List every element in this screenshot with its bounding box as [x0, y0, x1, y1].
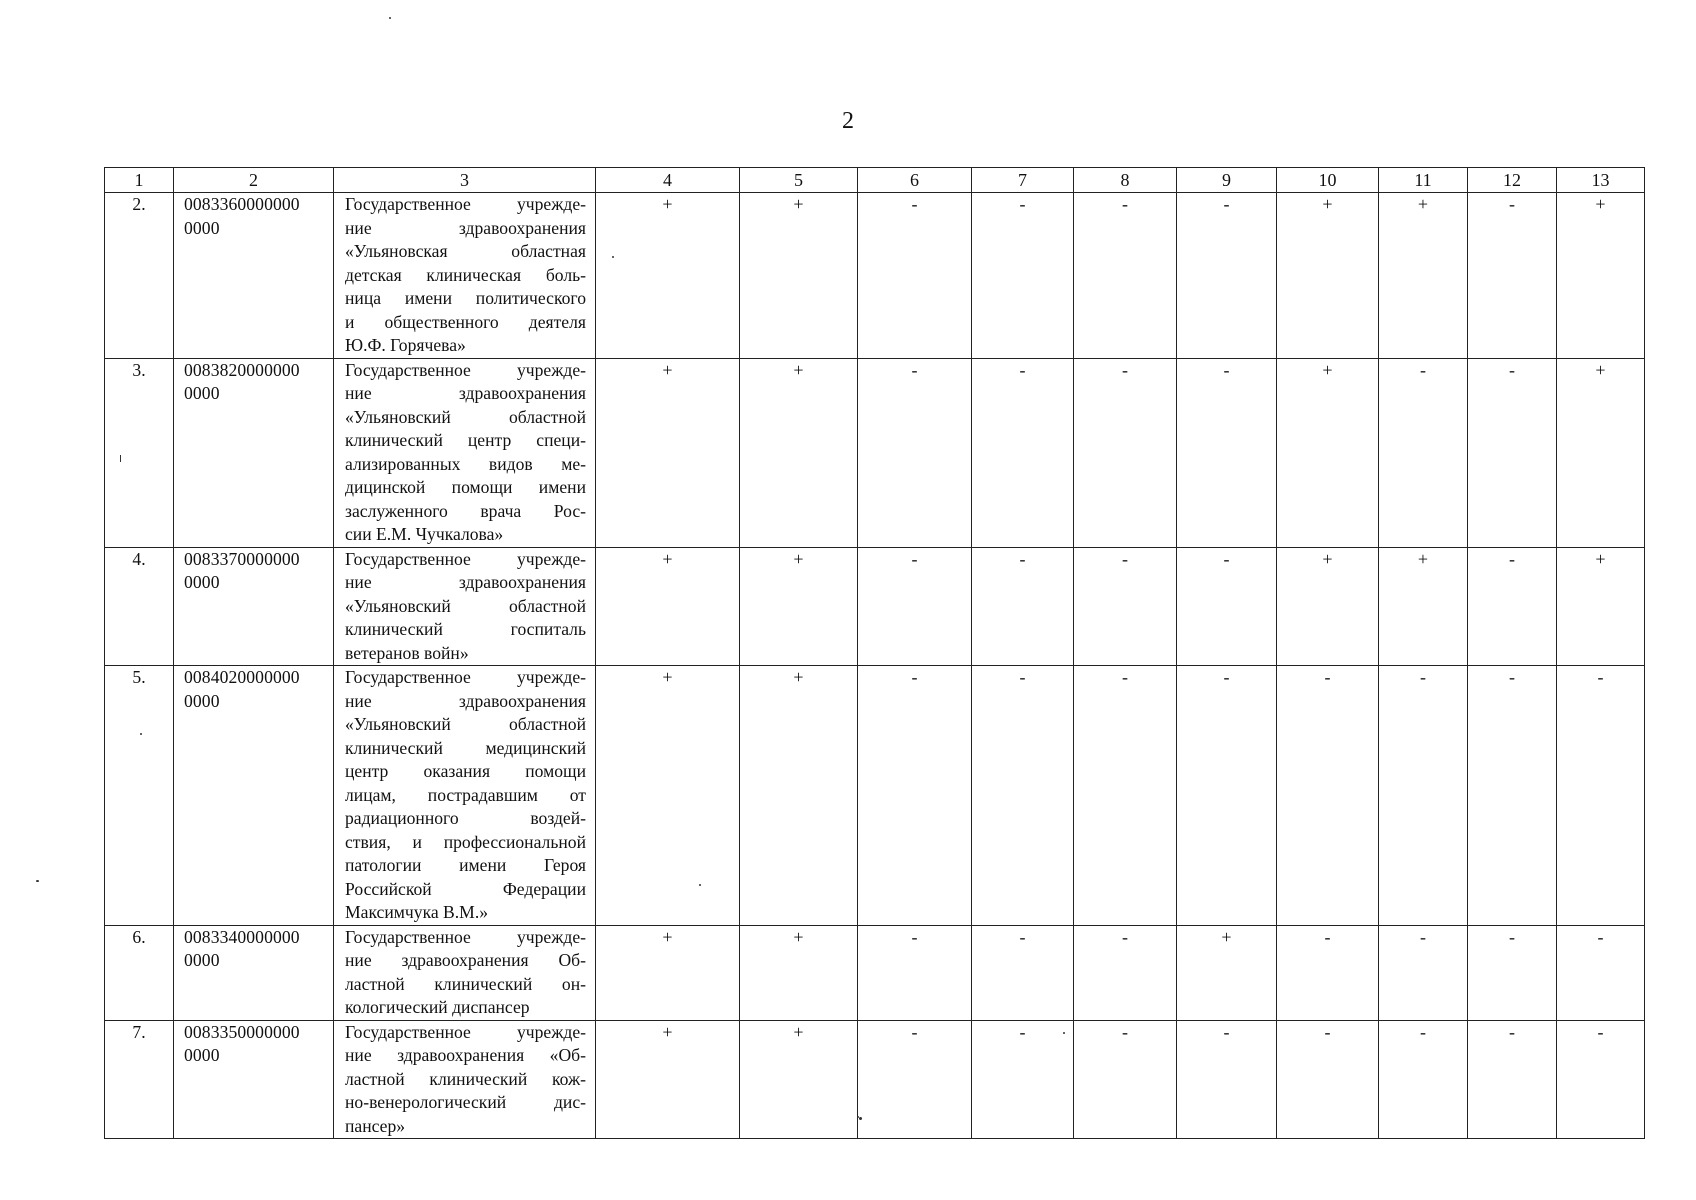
header-row: [105, 168, 1645, 193]
table-row: [105, 547, 1645, 666]
table-row: [105, 666, 1645, 926]
institution-name: [334, 358, 596, 547]
column-header-12: 12: [1468, 168, 1557, 193]
institution-code-line: 0000: [184, 1045, 220, 1065]
page-number: 2: [842, 108, 854, 134]
mark-col-9: -: [1177, 193, 1277, 359]
institution-name-line: ница имени политического: [345, 288, 586, 308]
institution-name-line: ветеранов войн»: [345, 642, 469, 663]
mark-col-8: -: [1074, 1020, 1177, 1139]
mark-col-13: +: [1557, 358, 1645, 547]
institution-name-line: ластной клинический он-: [345, 973, 586, 994]
institution-code-line: 0083820000000: [184, 359, 300, 380]
institution-code: [174, 193, 334, 359]
mark-col-9: -: [1177, 358, 1277, 547]
institution-code: [174, 358, 334, 547]
institution-code-line: 0000: [184, 217, 220, 238]
scan-speck: [120, 455, 121, 462]
mark-col-9: -: [1177, 666, 1277, 926]
institution-name-line: «Ульяновский областной: [345, 714, 586, 734]
mark-col-11: +: [1379, 547, 1468, 666]
mark-col-12: -: [1468, 925, 1557, 1020]
mark-col-6: -: [858, 193, 972, 359]
scan-speck: [140, 733, 142, 735]
institution-name-line: радиационного воздей-: [345, 808, 586, 828]
mark-col-12: -: [1468, 666, 1557, 926]
institution-name-line: Российской Федерации: [345, 878, 586, 899]
mark-col-11: -: [1379, 358, 1468, 547]
mark-col-4: +: [596, 193, 740, 359]
institution-code-line: 0000: [184, 690, 220, 711]
mark-col-13: -: [1557, 1020, 1645, 1139]
mark-col-12: -: [1468, 547, 1557, 666]
institution-name-line: ластной клинический кож-: [345, 1068, 586, 1089]
mark-col-7: -: [972, 193, 1074, 359]
column-header-8: 8: [1074, 168, 1177, 193]
column-header-13: 13: [1557, 168, 1645, 193]
mark-col-5: +: [740, 1020, 858, 1139]
mark-col-4: +: [596, 666, 740, 926]
mark-col-12: -: [1468, 1020, 1557, 1139]
institution-code-line: 0000: [184, 950, 220, 970]
mark-col-13: +: [1557, 547, 1645, 666]
institution-name: [334, 193, 596, 359]
mark-col-7: -: [972, 1020, 1074, 1139]
institution-code-line: 0000: [184, 572, 220, 592]
mark-col-13: -: [1557, 925, 1645, 1020]
mark-col-4: +: [596, 547, 740, 666]
column-header-5: 5: [740, 168, 858, 193]
scan-speck: [699, 884, 701, 886]
mark-col-11: -: [1379, 1020, 1468, 1139]
mark-col-7: -: [972, 925, 1074, 1020]
institution-name-line: «Ульяновская областная: [345, 241, 586, 261]
mark-col-4: +: [596, 1020, 740, 1139]
institution-name-line: Государственное учрежде-: [345, 194, 586, 214]
institution-name-line: Ю.Ф. Горячева»: [345, 335, 466, 355]
institution-name-line: Государственное учрежде-: [345, 359, 586, 380]
institution-name-line: Максимчука В.М.»: [345, 902, 489, 922]
column-header-10: 10: [1277, 168, 1379, 193]
scan-speck: [389, 17, 391, 19]
institution-code-line: 0083350000000: [184, 1021, 300, 1042]
mark-col-10: -: [1277, 666, 1379, 926]
mark-col-7: -: [972, 547, 1074, 666]
row-number: 7.: [105, 1020, 174, 1139]
row-number: 5.: [105, 666, 174, 926]
table-row: [105, 358, 1645, 547]
mark-col-8: -: [1074, 666, 1177, 926]
mark-col-10: -: [1277, 1020, 1379, 1139]
institution-name-line: «Ульяновский областной: [345, 595, 586, 616]
mark-col-8: -: [1074, 193, 1177, 359]
mark-col-11: -: [1379, 666, 1468, 926]
table-row: [105, 925, 1645, 1020]
institution-name: [334, 1020, 596, 1139]
institution-name-line: но-венерологический дис-: [345, 1092, 586, 1112]
institution-name-line: клинический госпиталь: [345, 619, 586, 639]
institution-name-line: клинический центр специ-: [345, 430, 586, 450]
institution-code: [174, 666, 334, 926]
institution-name-line: ствия, и профессиональной: [345, 831, 586, 852]
institution-name-line: ние здравоохранения «Об-: [345, 1045, 586, 1065]
mark-col-7: -: [972, 358, 1074, 547]
column-header-3: 3: [334, 168, 596, 193]
mark-col-5: +: [740, 547, 858, 666]
mark-col-6: -: [858, 925, 972, 1020]
scan-speck: [857, 1116, 859, 1118]
institution-code-line: 0000: [184, 383, 220, 403]
table-row: [105, 1020, 1645, 1139]
institution-name-line: детская клиническая боль-: [345, 264, 586, 285]
table-header: [105, 168, 1645, 193]
mark-col-13: +: [1557, 193, 1645, 359]
mark-col-6: -: [858, 1020, 972, 1139]
mark-col-10: -: [1277, 925, 1379, 1020]
mark-col-8: -: [1074, 547, 1177, 666]
mark-col-5: +: [740, 358, 858, 547]
mark-col-10: +: [1277, 547, 1379, 666]
row-number: 3.: [105, 358, 174, 547]
institution-name-line: центр оказания помощи: [345, 761, 586, 781]
institution-name-line: ние здравоохранения: [345, 217, 586, 238]
institution-code: [174, 925, 334, 1020]
mark-col-10: +: [1277, 358, 1379, 547]
column-header-7: 7: [972, 168, 1074, 193]
mark-col-6: -: [858, 666, 972, 926]
institution-code: [174, 1020, 334, 1139]
institution-name: [334, 666, 596, 926]
mark-col-9: -: [1177, 1020, 1277, 1139]
institution-name-line: патологии имени Героя: [345, 855, 586, 875]
institution-name-line: лицам, пострадавшим от: [345, 784, 586, 805]
institution-name-line: кологический диспансер: [345, 997, 530, 1017]
column-header-4: 4: [596, 168, 740, 193]
scan-speck: [859, 1117, 862, 1120]
institution-name-line: Государственное учрежде-: [345, 667, 586, 687]
institution-name-line: ние здравоохранения Об-: [345, 950, 586, 970]
mark-col-11: +: [1379, 193, 1468, 359]
column-header-6: 6: [858, 168, 972, 193]
mark-col-7: -: [972, 666, 1074, 926]
mark-col-4: +: [596, 358, 740, 547]
table-row: [105, 193, 1645, 359]
row-number: 2.: [105, 193, 174, 359]
row-number: 6.: [105, 925, 174, 1020]
mark-col-9: +: [1177, 925, 1277, 1020]
mark-col-8: -: [1074, 925, 1177, 1020]
institution-name-line: ализированных видов ме-: [345, 453, 586, 474]
mark-col-13: -: [1557, 666, 1645, 926]
institution-code-line: 0083360000000: [184, 194, 300, 214]
mark-col-11: -: [1379, 925, 1468, 1020]
column-header-2: 2: [174, 168, 334, 193]
institution-code-line: 0084020000000: [184, 667, 300, 687]
mark-col-6: -: [858, 547, 972, 666]
row-number: 4.: [105, 547, 174, 666]
mark-col-12: -: [1468, 193, 1557, 359]
column-header-11: 11: [1379, 168, 1468, 193]
institution-name-line: клинический медицинский: [345, 737, 586, 758]
institution-code-line: 0083370000000: [184, 548, 300, 569]
institution-name-line: ние здравоохранения: [345, 690, 586, 711]
mark-col-10: +: [1277, 193, 1379, 359]
mark-col-9: -: [1177, 547, 1277, 666]
scan-speck: [1063, 1032, 1065, 1034]
scan-speck: [612, 256, 614, 258]
column-header-1: 1: [105, 168, 174, 193]
institution-name-line: ние здравоохранения: [345, 572, 586, 592]
mark-col-5: +: [740, 666, 858, 926]
scan-speck: [36, 880, 39, 882]
institution-name-line: ние здравоохранения: [345, 383, 586, 403]
institution-name-line: Государственное учрежде-: [345, 1021, 586, 1042]
mark-col-8: -: [1074, 358, 1177, 547]
institution-name-line: заслуженного врача Рос-: [345, 500, 586, 521]
institution-name: [334, 925, 596, 1020]
institution-name-line: сии Е.М. Чучкалова»: [345, 524, 504, 544]
institutions-table: [104, 167, 1645, 1139]
mark-col-12: -: [1468, 358, 1557, 547]
institution-name-line: и общественного деятеля: [345, 311, 586, 332]
institution-code: [174, 547, 334, 666]
institution-name: [334, 547, 596, 666]
table-body: [105, 193, 1645, 1139]
institution-name-line: «Ульяновский областной: [345, 406, 586, 427]
institution-name-line: дицинской помощи имени: [345, 477, 586, 497]
institution-code-line: 0083340000000: [184, 926, 300, 947]
mark-col-4: +: [596, 925, 740, 1020]
institution-name-line: Государственное учрежде-: [345, 548, 586, 569]
mark-col-5: +: [740, 193, 858, 359]
column-header-9: 9: [1177, 168, 1277, 193]
mark-col-5: +: [740, 925, 858, 1020]
mark-col-6: -: [858, 358, 972, 547]
institution-name-line: Государственное учрежде-: [345, 926, 586, 947]
institution-name-line: пансер»: [345, 1115, 406, 1136]
